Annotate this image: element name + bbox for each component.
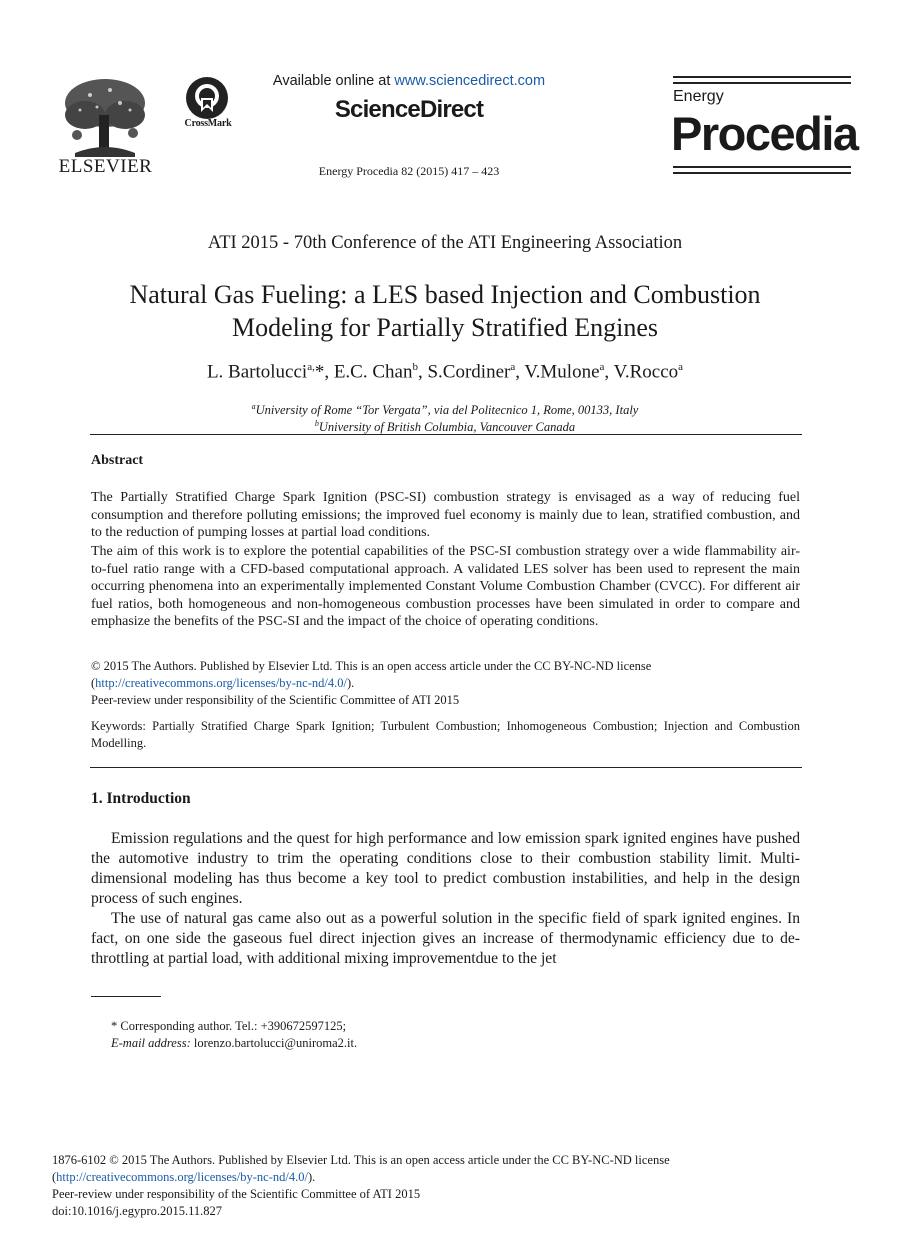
affiliation-a [0,402,890,418]
section-heading-introduction: 1. Introduction [91,790,191,807]
copyright-line: © 2015 The Authors. Published by Elsevier Ltd. This is an open access article under the CC BY-NC-ND license [91,659,652,673]
author-name: L. Bartolucci [206,361,308,383]
bottom-license-open: ( [52,1170,57,1184]
email-address[interactable]: lorenzo.bartolucci@uniroma2.it. [190,1036,358,1050]
footnote-rule [91,996,161,997]
keywords: Keywords: Partially Stratified Charge Spark Ignition; Turbulent Combustion; Inhomogeneous Combustion; Injection and Combustion Modelling. [91,719,800,750]
author-name: V.Mulone [524,361,600,383]
copyright-notice [91,658,800,709]
author-affiliation-mark: b [412,361,418,373]
journal-rule-bottom-2 [673,172,851,174]
bottom-license-line [52,1169,812,1186]
affiliation-b [0,419,890,435]
affiliation-text: University of British Columbia, Vancouver Canada [318,420,576,435]
author-separator: , [604,361,614,383]
author-affiliation-mark: a [510,361,516,373]
journal-citation: Energy Procedia 82 (2015) 417 – 423 [318,164,500,178]
author-affiliation-mark: a, [307,361,315,373]
available-online-line [230,73,588,89]
abstract-heading: Abstract [91,453,144,468]
author-name: E.C. Chan [333,361,413,383]
email-label: E-mail address: [111,1036,191,1050]
author-name: V.Rocco [613,361,679,383]
journal-rule-top-1 [673,76,851,78]
license-open-paren: ( [91,676,96,690]
license-link[interactable]: http://creativecommons.org/licenses/by-nc-nd/4.0/ [95,676,347,690]
journal-rule-bottom-1 [673,166,851,168]
abstract-top-rule [90,434,802,435]
author-list [0,361,890,383]
affiliation-text: University of Rome “Tor Vergata”, via del Politecnico 1, Rome, 00133, Italy [255,403,639,418]
sciencedirect-link[interactable]: www.sciencedirect.com [394,73,546,89]
conference-name: ATI 2015 - 70th Conference of the ATI Engineering Association [207,233,683,253]
crossmark-label: CrossMark [184,118,232,129]
bottom-license-link[interactable]: http://creativecommons.org/licenses/by-nc-nd/4.0/ [56,1170,308,1184]
email-note [111,1036,357,1051]
journal-name-line1: Energy [673,88,724,105]
author-name: S.Cordiner [427,361,511,383]
license-line [91,675,800,692]
abstract-paragraph-2: The aim of this work is to explore the potential capabilities of the PSC-SI combustion strategy over a wide flammability air-to-fuel ratio range with a CFD-based computational approach. A validated LES solver has been used to represent the main occurring phenomena into an experimentally implemented Constant Volume Combustion Chamber (CVCC). For different air fuel ratios, both homogeneous and non-homogeneous combustion processes have been simulated in order to compare and emphasize the benefits of the PSC-SI and the impact of the choice of operating conditions. [91,544,800,630]
paper-title-line1: Natural Gas Fueling: a LES based Injection and Combustion [129,280,761,309]
journal-rule-top-2 [673,82,851,84]
peer-review-line: Peer-review under responsibility of the Scientific Committee of ATI 2015 [91,693,460,707]
author-affiliation-mark: a [599,361,605,373]
available-online-prefix: Available online at [272,73,395,89]
corresponding-author-note: * Corresponding author. Tel.: +390672597125; [111,1019,347,1033]
introduction-paragraph-1: Emission regulations and the quest for high performance and low emission spark ignited engines have pushed the automotive industry to trim the operating conditions close to their combustion stability limit. Multi-dimensional modeling has thus become a key tool to predict combustion instabilities, and help in the design process of such engines. [91,830,800,907]
affiliation-mark: b [314,419,319,428]
author-separator: , [515,361,525,383]
bottom-matter [52,1152,812,1220]
bottom-license-close: ). [307,1170,316,1184]
journal-name-line2: Procedia [671,107,858,160]
author-separator: *, [314,361,334,383]
paper-title-line2: Modeling for Partially Stratified Engines [231,313,659,342]
platform-name: ScienceDirect [334,96,484,123]
bottom-peer-review-line: Peer-review under responsibility of the Scientific Committee of ATI 2015 [52,1187,421,1201]
publisher-logo-text: ELSEVIER [58,156,153,177]
abstract-paragraph-1: The Partially Stratified Charge Spark Ignition (PSC-SI) combustion strategy is envisaged as a way of reducing fuel consumption and therefore polluting emissions; the improved fuel economy is mainly due to lean, stratified combustion, and to the reduction of pumping losses at partial load conditions. [91,490,800,541]
issn-license-line: 1876-6102 © 2015 The Authors. Published by Elsevier Ltd. This is an open access article under the CC BY-NC-ND license [52,1153,670,1167]
affiliation-mark: a [251,402,256,411]
author-separator: , [417,361,428,383]
crossmark-icon[interactable] [185,76,229,120]
abstract-bottom-rule [90,767,802,768]
author-affiliation-mark: a [678,361,684,373]
introduction-paragraph-2: The use of natural gas came also out as a powerful solution in the specific field of spark ignited engines. In fact, on one side the gaseous fuel direct injection gives an increase of thermodynamic efficiency due to de-throttling at partial load, with additional mixing improvementdue to the jet [91,910,800,967]
paper-title [50,278,840,344]
doi-line[interactable]: doi:10.1016/j.egypro.2015.11.827 [52,1204,223,1218]
license-close-paren: ). [346,676,355,690]
